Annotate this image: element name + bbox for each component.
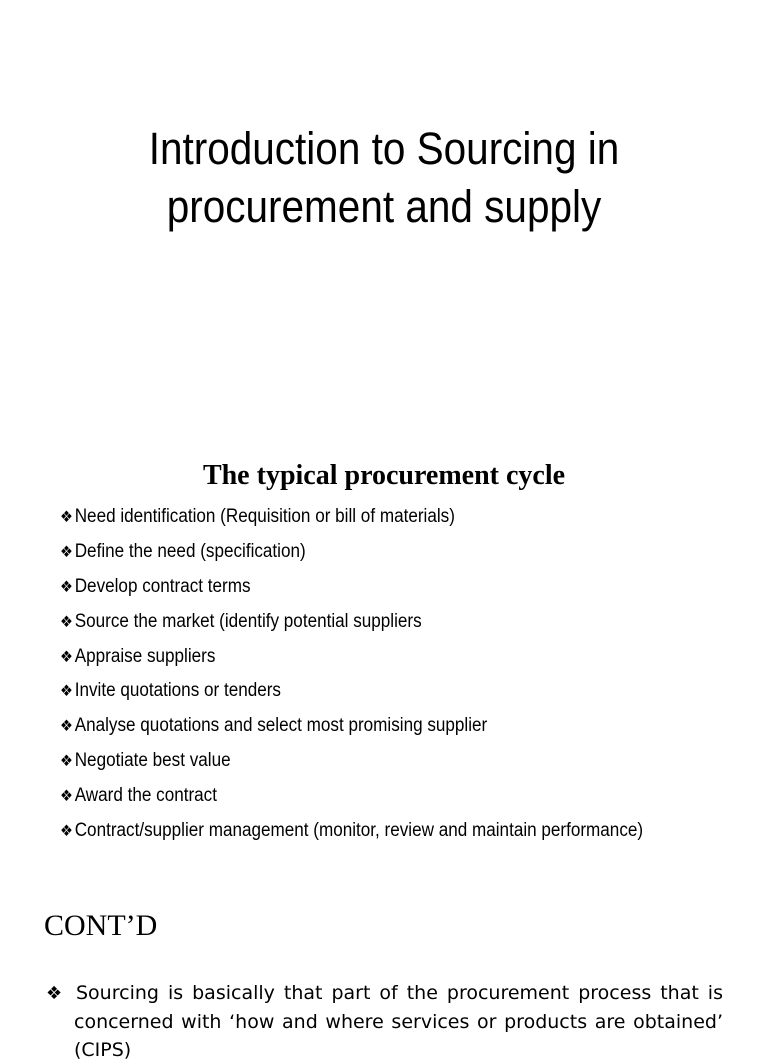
contd-slide — [0, 880, 768, 1061]
diamond-bullet-icon: ❖ — [60, 509, 73, 526]
list-item — [60, 816, 708, 851]
list-item — [60, 642, 708, 677]
list-item-text: Award the contract — [74, 785, 217, 807]
list-item — [60, 711, 708, 746]
list-item — [60, 781, 708, 816]
diamond-bullet-icon: ❖ — [60, 648, 73, 666]
list-item-text: Contract/supplier management (monitor, review and maintain performance) — [74, 820, 644, 842]
diamond-bullet-icon: ❖ — [60, 823, 73, 841]
main-title — [38, 120, 729, 236]
list-item — [60, 607, 708, 642]
list-item — [60, 502, 708, 537]
list-item-text: Analyse quotations and select most promising supplier — [74, 715, 488, 737]
list-item-text: Appraise suppliers — [74, 645, 216, 667]
diamond-bullet-icon: ❖ — [60, 718, 73, 736]
contd-paragraph-text: Sourcing is basically that part of the procurement process that is concerned with ‘how and where services or products are obtained’ (CIPS) — [74, 982, 723, 1061]
main-title-line-1: Introduction to Sourcing in — [148, 123, 620, 174]
cycle-list — [60, 502, 708, 851]
list-item-text: Negotiate best value — [74, 750, 231, 772]
diamond-bullet-icon: ❖ — [60, 788, 73, 806]
diamond-bullet-icon: ❖ — [60, 578, 73, 596]
diamond-bullet-icon: ❖ — [60, 683, 73, 701]
list-item — [60, 746, 708, 781]
list-item-text: Source the market (identify potential suppliers — [74, 610, 422, 632]
main-title-line-2: procurement and supply — [166, 181, 602, 232]
contd-paragraph — [46, 979, 723, 1064]
list-item — [60, 537, 708, 572]
procurement-cycle-slide — [0, 440, 768, 880]
title-slide — [0, 0, 768, 440]
list-item-text: Develop contract terms — [74, 575, 251, 597]
list-item — [60, 676, 708, 711]
list-item — [60, 572, 708, 607]
diamond-bullet-icon: ❖ — [60, 613, 73, 631]
list-item-text: Define the need (specification) — [74, 540, 306, 562]
list-item-text: Need identification (Requisition or bill of materials) — [74, 506, 455, 527]
diamond-bullet-icon: ❖ — [60, 543, 73, 561]
diamond-bullet-icon: ❖ — [60, 753, 73, 771]
diamond-bullet-icon: ❖ — [46, 983, 63, 1004]
contd-title: CONT’D — [44, 909, 158, 942]
list-item-text: Invite quotations or tenders — [74, 680, 281, 702]
cycle-heading: The typical procurement cycle — [202, 460, 566, 491]
